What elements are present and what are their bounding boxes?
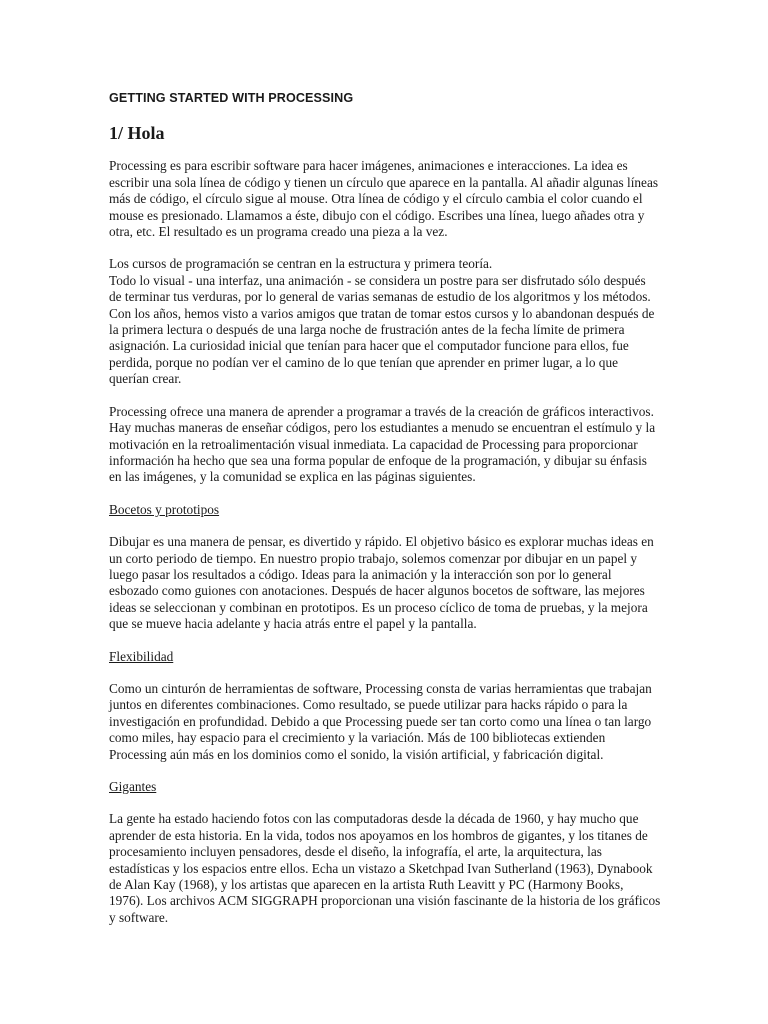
subheading-gigantes: Gigantes — [109, 779, 157, 794]
paragraph-gigantes: La gente ha estado haciendo fotos con las computadoras desde la década de 1960, y hay mucho que aprender de esta historia. En la vida, todos nos apoyamos en los hombros de gigantes, y los titanes de procesamiento incluyen pensadores, desde el diseño, la infografía, el arte, la arquitectura, las estadísticas y los espacios entre ellos. Echa un vistazo a Sketchpad Ivan Sutherland (1963), Dynabook de Alan Kay (1968), y los artistas que aparecen en la artista Ruth Leavitt y PC (Harmony Books, 1976). Los archivos ACM SIGGRAPH proporcionan una visión fascinante de la historia de los gráficos y software. — [109, 811, 661, 925]
document-page — [109, 90, 661, 942]
paragraph-intro: Processing es para escribir software para hacer imágenes, animaciones e interacciones. La idea es escribir una sola línea de código y tienen un círculo que aparece en la pantalla. Al añadir algunas líneas más de código, el círculo sigue al mouse. Otra línea de código y el círculo cambia el color cuando el mouse es presionado. Llamamos a éste, dibujo con el código. Escribes una línea, luego añades otra y otra, etc. El resultado es un programa creado una pieza a la vez. — [109, 158, 659, 240]
paragraph-bocetos: Dibujar es una manera de pensar, es divertido y rápido. El objetivo básico es explorar muchas ideas en un corto periodo de tiempo. En nuestro propio trabajo, solemos comenzar por dibujar en un papel y luego pasar los resultados a código. Ideas para la animación y la interacción son por lo general esbozado como guiones con anotaciones. Después de hacer algunos bocetos de software, las mejores ideas se seleccionan y combinan en prototipos. Es un proceso cíclico de toma de pruebas, y la mejora que se mueve hacia adelante y hacia atrás entre el papel y la pantalla. — [109, 534, 654, 632]
document-title: GETTING STARTED WITH PROCESSING — [109, 91, 354, 105]
section-heading: 1/ Hola — [109, 123, 165, 144]
paragraph-courses: Los cursos de programación se centran en la estructura y primera teoría. Todo lo visual - una interfaz, una animación - se considera un postre para ser disfrutado sólo después de terminar tus verduras, por lo general de varias semanas de estudio de los algoritmos y los métodos. Con los años, hemos visto a varios amigos que tratan de tomar estos cursos y lo abandonan después de la primera lectura o después de una larga noche de frustración antes de la fecha límite de primera asignación. La curiosidad inicial que tenían para hacer que el computador funcione para ellos, fue perdida, porque no podían ver el camino de lo que tenían que aprender en primer lugar, a lo que querían crear. — [109, 256, 655, 387]
subheading-flexibilidad: Flexibilidad — [109, 648, 174, 664]
paragraph-processing-offers: Processing ofrece una manera de aprender a programar a través de la creación de gráficos interactivos. Hay muchas maneras de enseñar códigos, pero los estudiantes a menudo se encuentran el estímulo y la motivación en la retroalimentación visual inmediata. La capacidad de Processing para proporcionar información ha hecho que sea una forma popular de enfoque de la programación, y dibujar su énfasis en las imágenes, y la comunidad se explica en las páginas siguientes. — [109, 403, 656, 485]
paragraph-flexibilidad: Como un cinturón de herramientas de software, Processing consta de varias herramientas que trabajan juntos en diferentes combinaciones. Como resultado, se puede utilizar para hacks rápido o para la investigación en profundidad. Debido a que Processing puede ser tan corto como una línea o tan largo como miles, hay espacio para el crecimiento y la variación. Más de 100 bibliotecas extienden Processing aún más en los dominios como el sonido, la visión artificial, y fabricación digital. — [109, 680, 652, 762]
subheading-bocetos: Bocetos y prototipos — [109, 501, 220, 517]
